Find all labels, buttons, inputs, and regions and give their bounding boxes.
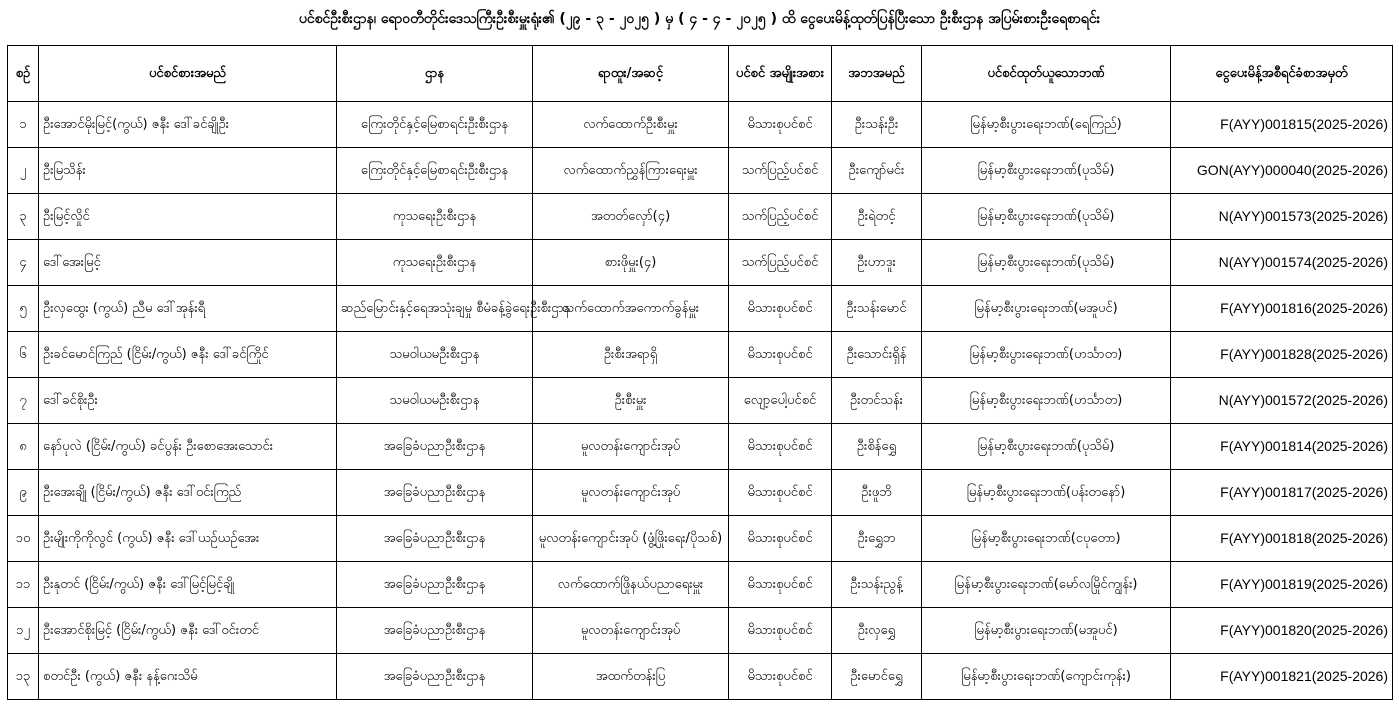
- cell-father-name: ဦးရဲတင့်: [832, 194, 922, 240]
- cell-pension-type: သက်ပြည့်ပင်စင်: [729, 240, 832, 286]
- cell-name: နော်ပုလဲ (ငြိမ်း/ကွယ်) ခင်ပွန်း ဦးစောအေးသောင်း: [39, 424, 337, 470]
- header-father-name: အဘအမည်: [832, 46, 922, 102]
- cell-name: ဦးမြသိန်း: [39, 148, 337, 194]
- table-row: [8, 516, 1393, 562]
- cell-bank: မြန်မာ့စီးပွားရေးဘဏ်(ပန်းတနော်): [922, 470, 1171, 516]
- table-row: [8, 608, 1393, 654]
- cell-father-name: ဦးသန်းဦး: [832, 102, 922, 148]
- document-title: ပင်စင်ဦးစီးဌာန၊ ရောဝတီတိုင်းဒေသကြီးဦးစီးမှူးရုံး၏ (၂၉ - ၃ - ၂၀၂၅ ) မှ ( ၄ - ၄ - ၂၀၂၅ ) ထိ ငွေပေးမိန့်ထုတ်ပြန်ပြီးသော ဦးစီးဌာန အပြမ်းစားဦးရေစာရင်း: [298, 11, 1101, 27]
- cell-bank: မြန်မာ့စီးပွားရေးဘဏ်(ငပုတော): [922, 516, 1171, 562]
- cell-rank: လက်ထောက်ညွှန်ကြားရေးမှူး: [533, 148, 729, 194]
- header-name: ပင်စင်စားအမည်: [39, 46, 337, 102]
- cell-no: ၇: [8, 378, 39, 424]
- cell-no: ၁: [8, 102, 39, 148]
- cell-name: ဦးအောင်စိုးမြင့် (ငြိမ်း/ကွယ်) ဇနီး ဒေါ်ဝင်းတင်: [39, 608, 337, 654]
- cell-no: ၁၃: [8, 654, 39, 700]
- cell-bank: မြန်မာ့စီးပွားရေးဘဏ်(ကျောင်းကုန်း): [922, 654, 1171, 700]
- table-row: [8, 148, 1393, 194]
- cell-father-name: ဦးလှရွှေ: [832, 608, 922, 654]
- cell-department: ဆည်မြောင်းနှင့်ရေအသုံးချမှု စီမံခန့်ခွဲရေးဦးစီးဌာန: [337, 286, 533, 332]
- cell-father-name: ဦးသောင်းရှိန်: [832, 332, 922, 378]
- cell-department: အခြေခံပညာဦးစီးဌာန: [337, 562, 533, 608]
- cell-department: ကြေးတိုင်နှင့်မြေစာရင်းဦးစီးဌာန: [337, 148, 533, 194]
- cell-pension-type: သက်ပြည့်ပင်စင်: [729, 148, 832, 194]
- cell-license-no: F(AYY)001820(2025-2026): [1171, 608, 1393, 654]
- cell-pension-type: မိသားစုပင်စင်: [729, 424, 832, 470]
- cell-bank: မြန်မာ့စီးပွားရေးဘဏ်(ပုသိမ်): [922, 148, 1171, 194]
- table-row: [8, 424, 1393, 470]
- header-row: [8, 46, 1393, 102]
- cell-bank: မြန်မာ့စီးပွားရေးဘဏ်(မော်လမြိုင်ကျွန်း): [922, 562, 1171, 608]
- cell-no: ၅: [8, 286, 39, 332]
- cell-father-name: ဦးဖူဘိ: [832, 470, 922, 516]
- pension-table: [7, 45, 1393, 700]
- cell-bank: မြန်မာ့စီးပွားရေးဘဏ်(ပုသိမ်): [922, 424, 1171, 470]
- cell-father-name: ဦးတင်သန်း: [832, 378, 922, 424]
- table-row: [8, 332, 1393, 378]
- cell-pension-type: မိသားစုပင်စင်: [729, 562, 832, 608]
- cell-father-name: ဦးကျော်မင်း: [832, 148, 922, 194]
- cell-license-no: N(AYY)001572(2025-2026): [1171, 378, 1393, 424]
- table-body: [8, 102, 1393, 700]
- cell-department: အခြေခံပညာဦးစီးဌာန: [337, 608, 533, 654]
- cell-department: ကုသရေးဦးစီးဌာန: [337, 240, 533, 286]
- cell-pension-type: မိသားစုပင်စင်: [729, 470, 832, 516]
- cell-department: သမဝါယမဦးစီးဌာန: [337, 378, 533, 424]
- cell-pension-type: မိသားစုပင်စင်: [729, 608, 832, 654]
- cell-no: ၄: [8, 240, 39, 286]
- cell-department: အခြေခံပညာဦးစီးဌာန: [337, 424, 533, 470]
- cell-rank: အထက်တန်းပြ: [533, 654, 729, 700]
- cell-rank: လက်ထောက်အကောက်ခွန်မှူး: [533, 286, 729, 332]
- cell-bank: မြန်မာ့စီးပွားရေးဘဏ်(ဟင်္သာတ): [922, 378, 1171, 424]
- cell-bank: မြန်မာ့စီးပွားရေးဘဏ်(ဟင်္သာတ): [922, 332, 1171, 378]
- cell-rank: စားဖိုမှူး(၄): [533, 240, 729, 286]
- cell-rank: မူလတန်းကျောင်းအုပ်: [533, 470, 729, 516]
- table-row: [8, 654, 1393, 700]
- cell-license-no: F(AYY)001818(2025-2026): [1171, 516, 1393, 562]
- cell-license-no: F(AYY)001821(2025-2026): [1171, 654, 1393, 700]
- table-row: [8, 194, 1393, 240]
- cell-license-no: F(AYY)001817(2025-2026): [1171, 470, 1393, 516]
- cell-name: ဦးမြင့်လှိုင်: [39, 194, 337, 240]
- cell-name: ဒေါ်ခင်စိုးဦး: [39, 378, 337, 424]
- cell-father-name: ဦးသန်းညွန့်: [832, 562, 922, 608]
- table-row: [8, 562, 1393, 608]
- cell-pension-type: မိသားစုပင်စင်: [729, 286, 832, 332]
- cell-name: ဦးလှထွေး (ကွယ်) ညီမ ဒေါ်အုန်းရီ: [39, 286, 337, 332]
- cell-rank: လက်ထောက်ဖြိုနယ်ပညာရေးမှူး: [533, 562, 729, 608]
- cell-no: ၁၂: [8, 608, 39, 654]
- cell-pension-type: မိသားစုပင်စင်: [729, 102, 832, 148]
- cell-name: စတင်ဦး (ကွယ်) ဇနီး နန့်ဂေးသိမ်: [39, 654, 337, 700]
- cell-bank: မြန်မာ့စီးပွားရေးဘဏ်(ရေကြည်): [922, 102, 1171, 148]
- cell-pension-type: မိသားစုပင်စင်: [729, 654, 832, 700]
- cell-name: ဦးမျိုးကိုကိုလွင် (ကွယ်) ဇနီး ဒေါ်ယဉ်ယဉ်အေး: [39, 516, 337, 562]
- cell-father-name: ဦးရွှေဘ: [832, 516, 922, 562]
- header-pension-type: ပင်စင် အမျိုးအစား: [729, 46, 832, 102]
- cell-license-no: GON(AYY)000040(2025-2026): [1171, 148, 1393, 194]
- header-bank: ပင်စင်ထုတ်ယူသောဘဏ်: [922, 46, 1171, 102]
- cell-license-no: N(AYY)001574(2025-2026): [1171, 240, 1393, 286]
- table-row: [8, 240, 1393, 286]
- cell-no: ၈: [8, 424, 39, 470]
- cell-bank: မြန်မာ့စီးပွားရေးဘဏ်(ပုသိမ်): [922, 240, 1171, 286]
- cell-rank: ဦးစီးအရာရှိ: [533, 332, 729, 378]
- cell-rank: လက်ထောက်ဦးစီးမှူး: [533, 102, 729, 148]
- cell-rank: အတတ်လှော်(၄): [533, 194, 729, 240]
- cell-pension-type: လျော့ပေါ့ပင်စင်: [729, 378, 832, 424]
- cell-name: ဒေါ်အေးမြင့်: [39, 240, 337, 286]
- cell-father-name: ဦးသန်းမောင်: [832, 286, 922, 332]
- header-rank: ရာထူး/အဆင့်: [533, 46, 729, 102]
- cell-no: ၆: [8, 332, 39, 378]
- cell-department: အခြေခံပညာဦးစီးဌာန: [337, 470, 533, 516]
- cell-pension-type: မိသားစုပင်စင်: [729, 516, 832, 562]
- cell-license-no: F(AYY)001814(2025-2026): [1171, 424, 1393, 470]
- cell-rank: မူလတန်းကျောင်းအုပ် (ဖွံ့ဖြိုးရေး/ပိုသစ်): [533, 516, 729, 562]
- cell-bank: မြန်မာ့စီးပွားရေးဘဏ်(မအူပင်): [922, 608, 1171, 654]
- cell-department: အခြေခံပညာဦးစီးဌာန: [337, 654, 533, 700]
- cell-department: အခြေခံပညာဦးစီးဌာန: [337, 516, 533, 562]
- cell-no: ၁၁: [8, 562, 39, 608]
- cell-license-no: F(AYY)001819(2025-2026): [1171, 562, 1393, 608]
- cell-rank: မူလတန်းကျောင်းအုပ်: [533, 424, 729, 470]
- cell-name: ဦးနုတင် (ငြိမ်း/ကွယ်) ဇနီး ဒေါ်မြင့်မြင့်ချို: [39, 562, 337, 608]
- cell-father-name: ဦးစိန်ရွှေ: [832, 424, 922, 470]
- cell-name: ဦးအေးချို (ငြိမ်း/ကွယ်) ဇနီး ဒေါ်ဝင်းကြည်: [39, 470, 337, 516]
- cell-pension-type: သက်ပြည့်ပင်စင်: [729, 194, 832, 240]
- cell-bank: မြန်မာ့စီးပွားရေးဘဏ်(ပုသိမ်): [922, 194, 1171, 240]
- cell-department: ကြေးတိုင်နှင့်မြေစာရင်းဦးစီးဌာန: [337, 102, 533, 148]
- cell-department: ကုသရေးဦးစီးဌာန: [337, 194, 533, 240]
- cell-rank: ဦးစီးမှူး: [533, 378, 729, 424]
- cell-license-no: F(AYY)001815(2025-2026): [1171, 102, 1393, 148]
- header-license-no: ငွေပေးမိန့်အစီရင်ခံစာအမှတ်: [1171, 46, 1393, 102]
- cell-father-name: ဦးမောင်ရွှေ: [832, 654, 922, 700]
- header-no: စဉ်: [8, 46, 39, 102]
- table-row: [8, 378, 1393, 424]
- cell-license-no: F(AYY)001816(2025-2026): [1171, 286, 1393, 332]
- cell-father-name: ဦးဟာဒူး: [832, 240, 922, 286]
- cell-department: သမဝါယမဦးစီးဌာန: [337, 332, 533, 378]
- cell-pension-type: မိသားစုပင်စင်: [729, 332, 832, 378]
- cell-no: ၂: [8, 148, 39, 194]
- cell-license-no: N(AYY)001573(2025-2026): [1171, 194, 1393, 240]
- cell-no: ၃: [8, 194, 39, 240]
- cell-name: ဦးခင်မောင်ကြည် (ငြိမ်း/ကွယ်) ဇနီး ဒေါ်ခင်ကြိုင်: [39, 332, 337, 378]
- cell-license-no: F(AYY)001828(2025-2026): [1171, 332, 1393, 378]
- table-row: [8, 102, 1393, 148]
- cell-rank: မူလတန်းကျောင်းအုပ်: [533, 608, 729, 654]
- cell-no: ၁၀: [8, 516, 39, 562]
- cell-bank: မြန်မာ့စီးပွားရေးဘဏ်(မအူပင်): [922, 286, 1171, 332]
- cell-no: ၉: [8, 470, 39, 516]
- table-row: [8, 286, 1393, 332]
- table-row: [8, 470, 1393, 516]
- cell-name: ဦးအောင်မိုးမြင့်(ကွယ်) ဇနီး ဒေါ်ခင်ချိုဦး: [39, 102, 337, 148]
- header-department: ဌာန: [337, 46, 533, 102]
